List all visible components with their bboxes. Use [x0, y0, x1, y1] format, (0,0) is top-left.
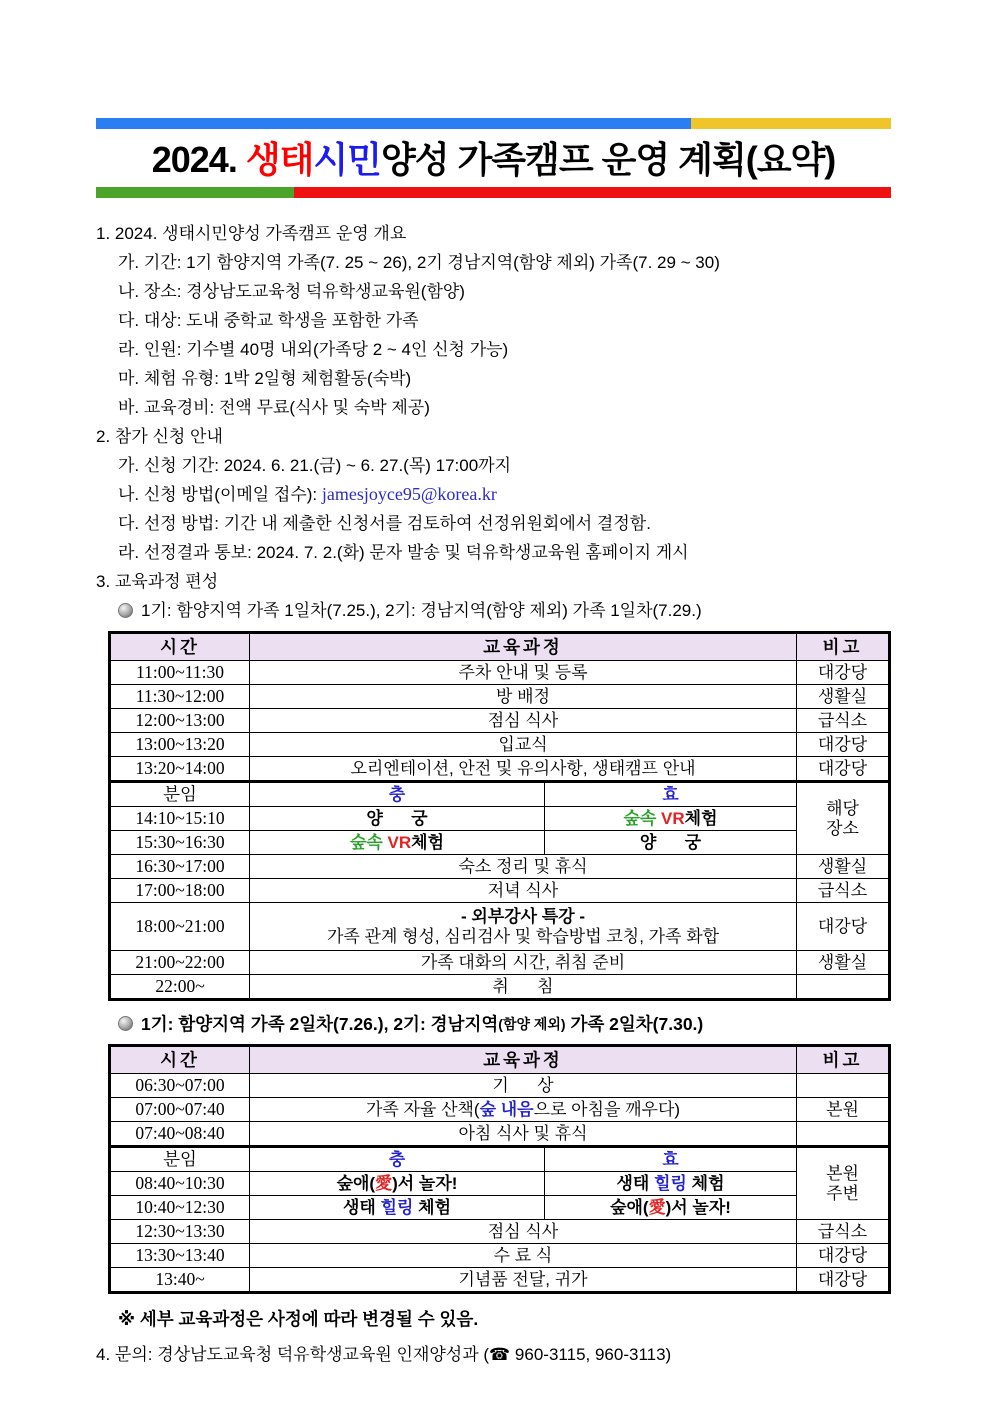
table2-row	[110, 1196, 890, 1220]
time-cell: 13:30~13:40	[110, 1244, 250, 1268]
note-cell	[797, 1122, 890, 1147]
table1-header-row	[110, 633, 890, 661]
forest-scent-text: 숲 내음	[479, 1099, 534, 1119]
banner-green-segment	[96, 187, 294, 198]
note-cell: 생활실	[797, 951, 890, 975]
eco-text: 생태	[616, 1173, 655, 1193]
course-cell: 아침 식사 및 휴식	[250, 1122, 797, 1147]
note-cell: 대강당	[797, 757, 890, 782]
table1-row	[110, 661, 890, 685]
page-title	[96, 129, 891, 187]
section2-item-selection: 다. 선정 방법: 기간 내 제출한 신청서를 검토하여 선정위원회에서 결정함.	[118, 514, 651, 533]
time-cell: 13:00~13:20	[110, 733, 250, 757]
section1-item-type: 마. 체험 유형: 1박 2일형 체험활동(숙박)	[118, 369, 412, 388]
header-course: 교육과정	[250, 633, 797, 661]
activity-cell: 양 궁	[250, 807, 545, 831]
walk-text-2: 으로 아침을 깨우다)	[533, 1099, 681, 1119]
time-cell: 14:10~15:10	[110, 807, 250, 831]
table1-row	[110, 685, 890, 709]
activity-cell: 양 궁	[545, 831, 797, 855]
forest-text: 숲속	[349, 832, 383, 852]
table1-row	[110, 855, 890, 879]
section1-item-period: 가. 기간: 1기 함양지역 가족(7. 25 ~ 26), 2기 경남지역(함양 제외) 가족(7. 29 ~ 30)	[118, 253, 720, 272]
walk-text-1: 가족 자율 산책(	[365, 1099, 480, 1119]
table1-row	[110, 757, 890, 782]
banner-yellow-segment	[691, 118, 891, 129]
activity-cell	[545, 1196, 797, 1220]
title-part-year: 2024.	[151, 139, 246, 180]
section1-heading: 1. 2024. 생태시민양성 가족캠프 운영 개요	[96, 224, 407, 243]
note-line1: 본원	[826, 1163, 859, 1183]
contact-info: 4. 문의: 경상남도교육청 덕유학생교육원 인재양성과 (☎ 960-3115, 960-3113)	[96, 1345, 672, 1364]
note-line1: 해당	[826, 798, 859, 818]
change-disclaimer: ※ 세부 교육과정은 사정에 따라 변경될 수 있음.	[118, 1309, 479, 1329]
section1-item-place: 나. 장소: 경상남도교육청 덕유학생교육원(함양)	[118, 282, 465, 301]
vr-text: VR	[382, 832, 412, 852]
section2-heading: 2. 참가 신청 안내	[96, 427, 223, 446]
title-part-red: 생태	[245, 139, 314, 180]
course-cell: 저녁 식사	[250, 879, 797, 903]
table2-row	[110, 1172, 890, 1196]
healing-text: 힐링	[654, 1173, 687, 1193]
group-hyo-cell: 효	[545, 1147, 797, 1172]
email-link[interactable]: jamesjoyce95@korea.kr	[321, 484, 497, 504]
note-cell: 본원	[797, 1098, 890, 1122]
forest-text: 숲속	[623, 808, 657, 828]
note-line2: 장소	[826, 818, 859, 838]
course-cell: 오리엔테이션, 안전 및 유의사항, 생태캠프 안내	[250, 757, 797, 782]
note-line2: 주변	[826, 1183, 859, 1203]
time-cell: 12:00~13:00	[110, 709, 250, 733]
exp-text: 체험	[411, 832, 445, 852]
section1-item-capacity: 라. 인원: 기수별 40명 내외(가족당 2 ~ 4인 신청 가능)	[118, 340, 509, 359]
eco-text: 생태	[342, 1197, 381, 1217]
table2-row	[110, 1074, 890, 1098]
table1-row	[110, 709, 890, 733]
day2-subtitle-small: (함양 제외)	[498, 1015, 566, 1032]
table2-row	[110, 1122, 890, 1147]
header-note: 비고	[797, 633, 890, 661]
activity-cell	[545, 1172, 797, 1196]
forest-play-2: )서 놀자!	[392, 1173, 458, 1193]
course-cell: 수 료 식	[250, 1244, 797, 1268]
love-hanja: 愛	[375, 1173, 393, 1193]
note-merged-cell	[797, 782, 890, 855]
note-cell: 대강당	[797, 661, 890, 685]
section3-heading: 3. 교육과정 편성	[96, 572, 219, 591]
table1-row	[110, 879, 890, 903]
table1-row	[110, 975, 890, 1000]
time-cell: 08:40~10:30	[110, 1172, 250, 1196]
activity-cell	[250, 1196, 545, 1220]
note-cell: 급식소	[797, 1220, 890, 1244]
banner-bottom-bar	[96, 187, 891, 198]
sphere-bullet-icon	[118, 1016, 133, 1031]
title-banner	[96, 118, 891, 198]
table2-group-row	[110, 1147, 890, 1172]
note-cell: 대강당	[797, 1244, 890, 1268]
table1-row	[110, 951, 890, 975]
course-cell: 점심 식사	[250, 1220, 797, 1244]
time-cell: 11:30~12:00	[110, 685, 250, 709]
day2-subtitle-text-2: 가족 2일차(7.30.)	[565, 1014, 704, 1034]
group-chung-cell: 충	[250, 782, 545, 807]
time-cell: 17:00~18:00	[110, 879, 250, 903]
course-cell: 취 침	[250, 975, 797, 1000]
time-cell: 분임	[110, 782, 250, 807]
note-cell: 대강당	[797, 1268, 890, 1293]
table2-row	[110, 1244, 890, 1268]
note-cell: 급식소	[797, 879, 890, 903]
day2-subtitle	[96, 1011, 896, 1036]
forest-play-1: 숲애(	[336, 1173, 376, 1193]
course-cell: 주차 안내 및 등록	[250, 661, 797, 685]
activity-cell	[250, 1172, 545, 1196]
table2-row	[110, 1098, 890, 1122]
table1-lecture-row	[110, 903, 890, 951]
exp-text: 체험	[686, 1173, 725, 1193]
course-cell: 입교식	[250, 733, 797, 757]
course-cell: 점심 식사	[250, 709, 797, 733]
forest-play-1: 숲애(	[610, 1197, 649, 1217]
title-part-rest: 양성 가족캠프 운영 계획(요약)	[380, 139, 836, 180]
activity-cell	[250, 831, 545, 855]
lecture-detail: 가족 관계 형성, 심리검사 및 학습방법 코칭, 가족 화합	[326, 926, 720, 946]
note-cell: 대강당	[797, 733, 890, 757]
table2-row	[110, 1268, 890, 1293]
table1-group-row	[110, 782, 890, 807]
table1-row	[110, 831, 890, 855]
vr-text: VR	[656, 808, 685, 828]
banner-top-bar	[96, 118, 891, 129]
time-cell: 07:00~07:40	[110, 1098, 250, 1122]
group-chung-cell: 충	[250, 1147, 545, 1172]
time-cell: 12:30~13:30	[110, 1220, 250, 1244]
exp-text: 체험	[684, 808, 718, 828]
table2-header-row	[110, 1046, 890, 1074]
time-cell: 10:40~12:30	[110, 1196, 250, 1220]
exp-text: 체험	[413, 1197, 451, 1217]
schedule-table-day1	[108, 631, 891, 1001]
forest-play-2: )서 놀자!	[665, 1197, 731, 1217]
section1-item-target: 다. 대상: 도내 중학교 학생을 포함한 가족	[118, 311, 419, 330]
time-cell: 분임	[110, 1147, 250, 1172]
day1-subtitle-text: 1기: 함양지역 가족 1일차(7.25.), 2기: 경남지역(함양 제외) 가족 1일차(7.29.)	[141, 601, 702, 620]
schedule-table-day2	[108, 1044, 891, 1294]
activity-cell	[545, 807, 797, 831]
note-cell: 대강당	[797, 903, 890, 951]
course-cell	[250, 1098, 797, 1122]
course-cell: 기 상	[250, 1074, 797, 1098]
sphere-bullet-icon	[118, 603, 133, 618]
time-cell: 21:00~22:00	[110, 951, 250, 975]
section2-item-apply-period: 가. 신청 기간: 2024. 6. 21.(금) ~ 6. 27.(목) 17:00까지	[118, 456, 512, 475]
time-cell: 22:00~	[110, 975, 250, 1000]
time-cell: 18:00~21:00	[110, 903, 250, 951]
apply-method-label: 나. 신청 방법(이메일 접수):	[118, 485, 322, 504]
group-hyo-cell: 효	[545, 782, 797, 807]
section2-item-result: 라. 선정결과 통보: 2024. 7. 2.(화) 문자 발송 및 덕유학생교육원 홈페이지 게시	[118, 543, 689, 562]
banner-red-segment	[294, 187, 891, 198]
course-cell: 기념품 전달, 귀가	[250, 1268, 797, 1293]
table2-row	[110, 1220, 890, 1244]
note-cell	[797, 1074, 890, 1098]
healing-text: 힐링	[380, 1197, 414, 1217]
time-cell: 06:30~07:00	[110, 1074, 250, 1098]
banner-blue-segment	[96, 118, 691, 129]
note-cell	[797, 975, 890, 1000]
note-merged-cell	[797, 1147, 890, 1220]
document-body	[96, 219, 896, 625]
course-cell: 가족 대화의 시간, 취침 준비	[250, 951, 797, 975]
lecture-title: - 외부강사 특강 -	[460, 906, 586, 926]
time-cell: 16:30~17:00	[110, 855, 250, 879]
time-cell: 15:30~16:30	[110, 831, 250, 855]
header-time: 시간	[110, 633, 250, 661]
title-part-blue: 시민	[313, 139, 381, 180]
day1-subtitle	[96, 596, 896, 625]
header-note: 비고	[797, 1046, 890, 1074]
section2-item-apply-method	[96, 480, 896, 509]
lecture-cell	[250, 903, 797, 951]
note-cell: 생활실	[797, 685, 890, 709]
course-cell: 방 배정	[250, 685, 797, 709]
note-cell: 급식소	[797, 709, 890, 733]
time-cell: 07:40~08:40	[110, 1122, 250, 1147]
time-cell: 13:40~	[110, 1268, 250, 1293]
note-cell: 생활실	[797, 855, 890, 879]
love-hanja: 愛	[648, 1197, 666, 1217]
table1-row	[110, 807, 890, 831]
time-cell: 13:20~14:00	[110, 757, 250, 782]
table1-row	[110, 733, 890, 757]
section1-item-fee: 바. 교육경비: 전액 무료(식사 및 숙박 제공)	[118, 398, 430, 417]
header-time: 시간	[110, 1046, 250, 1074]
header-course: 교육과정	[250, 1046, 797, 1074]
course-cell: 숙소 정리 및 휴식	[250, 855, 797, 879]
day2-subtitle-text-1: 1기: 함양지역 가족 2일차(7.26.), 2기: 경남지역	[141, 1014, 499, 1034]
time-cell: 11:00~11:30	[110, 661, 250, 685]
